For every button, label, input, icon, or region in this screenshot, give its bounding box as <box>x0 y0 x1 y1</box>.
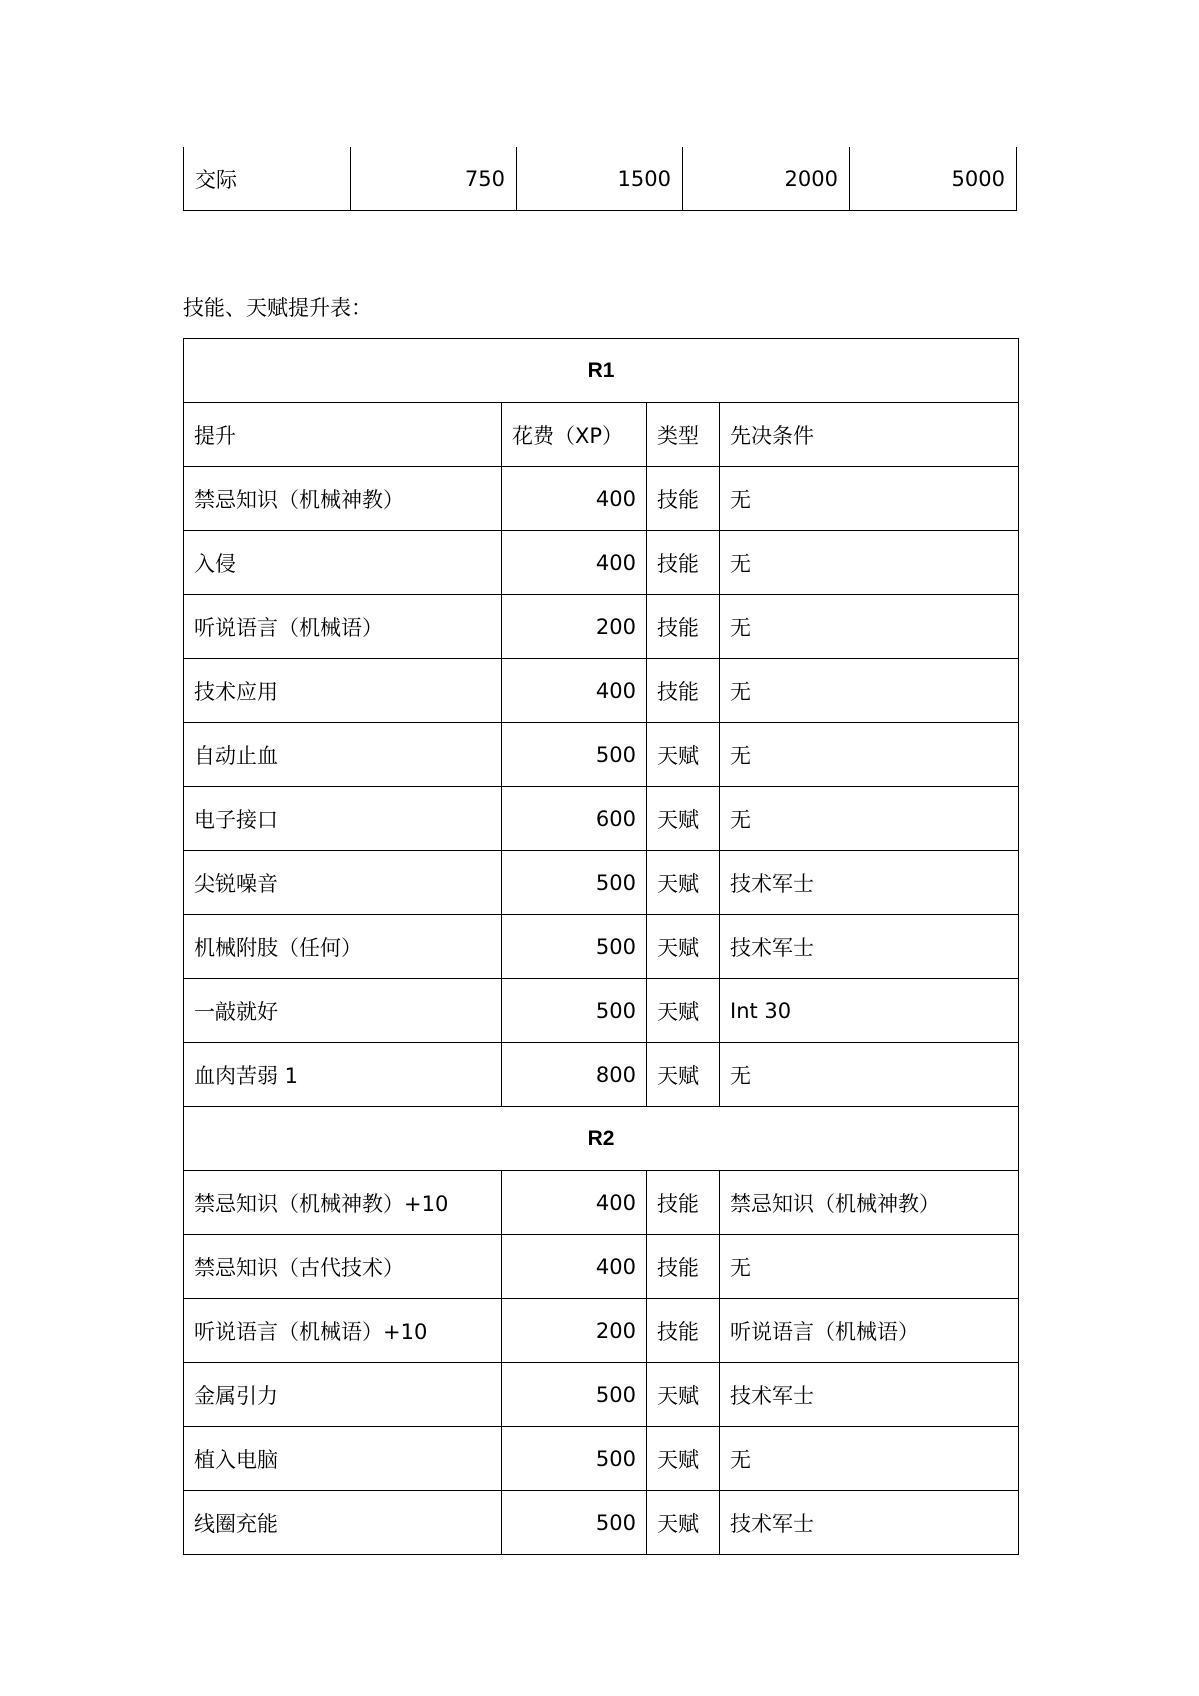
prereq-cell: 无 <box>720 595 1019 659</box>
type-cell: 技能 <box>647 467 720 531</box>
cost-cell: 500 <box>502 979 647 1043</box>
cost-cell: 400 <box>502 467 647 531</box>
table-row <box>184 147 1017 211</box>
table-row <box>184 467 1019 531</box>
prereq-cell: Int 30 <box>720 979 1019 1043</box>
rank-header-row <box>184 1107 1019 1171</box>
upgrade-name-cell: 入侵 <box>184 531 502 595</box>
column-header-row <box>184 403 1019 467</box>
type-cell: 天赋 <box>647 1363 720 1427</box>
cost-cell: 5000 <box>850 147 1017 211</box>
section-heading: 技能、天赋提升表： <box>183 296 372 320</box>
upgrade-name-cell: 禁忌知识（机械神教） <box>184 467 502 531</box>
cost-cell: 500 <box>502 1427 647 1491</box>
prereq-cell: 无 <box>720 659 1019 723</box>
type-cell: 技能 <box>647 595 720 659</box>
table-row <box>184 1427 1019 1491</box>
prereq-cell: 无 <box>720 1427 1019 1491</box>
cost-cell: 400 <box>502 1235 647 1299</box>
upgrade-name-cell: 血肉苦弱 1 <box>184 1043 502 1107</box>
prereq-cell: 技术军士 <box>720 915 1019 979</box>
upgrade-name-cell: 听说语言（机械语） <box>184 595 502 659</box>
cost-cell: 1500 <box>517 147 683 211</box>
table-row <box>184 1363 1019 1427</box>
column-header-cost: 花费（XP） <box>502 403 647 467</box>
prereq-cell: 无 <box>720 723 1019 787</box>
type-cell: 技能 <box>647 659 720 723</box>
table-row <box>184 1491 1019 1555</box>
prereq-cell: 无 <box>720 1235 1019 1299</box>
cost-cell: 500 <box>502 915 647 979</box>
table-row <box>184 595 1019 659</box>
type-cell: 天赋 <box>647 723 720 787</box>
upgrade-table-body <box>184 339 1019 1555</box>
cost-cell: 2000 <box>683 147 850 211</box>
cost-cell: 500 <box>502 723 647 787</box>
upgrade-name-cell: 自动止血 <box>184 723 502 787</box>
upgrade-name-cell: 听说语言（机械语）+10 <box>184 1299 502 1363</box>
type-cell: 技能 <box>647 1299 720 1363</box>
upgrade-name-cell: 禁忌知识（机械神教）+10 <box>184 1171 502 1235</box>
cost-cell: 500 <box>502 1491 647 1555</box>
type-cell: 天赋 <box>647 1427 720 1491</box>
characteristic-cost-table <box>183 147 1017 211</box>
type-cell: 天赋 <box>647 979 720 1043</box>
table-row <box>184 787 1019 851</box>
rank-header-row <box>184 339 1019 403</box>
type-cell: 技能 <box>647 1235 720 1299</box>
type-cell: 天赋 <box>647 915 720 979</box>
table-row <box>184 531 1019 595</box>
cost-cell: 200 <box>502 595 647 659</box>
upgrade-name-cell: 植入电脑 <box>184 1427 502 1491</box>
table-row <box>184 915 1019 979</box>
table-row <box>184 1171 1019 1235</box>
table-row <box>184 1235 1019 1299</box>
prereq-cell: 无 <box>720 1043 1019 1107</box>
upgrade-name-cell: 线圈充能 <box>184 1491 502 1555</box>
cost-cell: 500 <box>502 851 647 915</box>
prereq-cell: 无 <box>720 467 1019 531</box>
table-row <box>184 851 1019 915</box>
upgrade-name-cell: 机械附肢（任何） <box>184 915 502 979</box>
table-row <box>184 659 1019 723</box>
column-header-upgrade: 提升 <box>184 403 502 467</box>
prereq-cell: 技术军士 <box>720 851 1019 915</box>
prereq-cell: 技术军士 <box>720 1491 1019 1555</box>
type-cell: 天赋 <box>647 1043 720 1107</box>
cost-cell: 750 <box>351 147 517 211</box>
upgrade-name-cell: 技术应用 <box>184 659 502 723</box>
cost-cell: 400 <box>502 531 647 595</box>
column-header-prereq: 先决条件 <box>720 403 1019 467</box>
type-cell: 天赋 <box>647 851 720 915</box>
rank-label: R2 <box>184 1107 1019 1171</box>
upgrade-name-cell: 金属引力 <box>184 1363 502 1427</box>
type-cell: 天赋 <box>647 787 720 851</box>
upgrade-name-cell: 一敲就好 <box>184 979 502 1043</box>
cost-cell: 500 <box>502 1363 647 1427</box>
skill-talent-upgrade-table <box>183 338 1019 1555</box>
upgrade-name-cell: 电子接口 <box>184 787 502 851</box>
upgrade-name-cell: 禁忌知识（古代技术） <box>184 1235 502 1299</box>
table-row <box>184 979 1019 1043</box>
rank-label: R1 <box>184 339 1019 403</box>
column-header-type: 类型 <box>647 403 720 467</box>
cost-cell: 800 <box>502 1043 647 1107</box>
cost-cell: 200 <box>502 1299 647 1363</box>
prereq-cell: 听说语言（机械语） <box>720 1299 1019 1363</box>
row-name-cell: 交际 <box>184 147 351 211</box>
type-cell: 技能 <box>647 1171 720 1235</box>
cost-cell: 400 <box>502 659 647 723</box>
type-cell: 天赋 <box>647 1491 720 1555</box>
prereq-cell: 无 <box>720 531 1019 595</box>
upgrade-name-cell: 尖锐噪音 <box>184 851 502 915</box>
prereq-cell: 技术军士 <box>720 1363 1019 1427</box>
prereq-cell: 禁忌知识（机械神教） <box>720 1171 1019 1235</box>
table-row <box>184 1299 1019 1363</box>
prereq-cell: 无 <box>720 787 1019 851</box>
table-row <box>184 1043 1019 1107</box>
type-cell: 技能 <box>647 531 720 595</box>
table-row <box>184 723 1019 787</box>
cost-cell: 600 <box>502 787 647 851</box>
cost-cell: 400 <box>502 1171 647 1235</box>
